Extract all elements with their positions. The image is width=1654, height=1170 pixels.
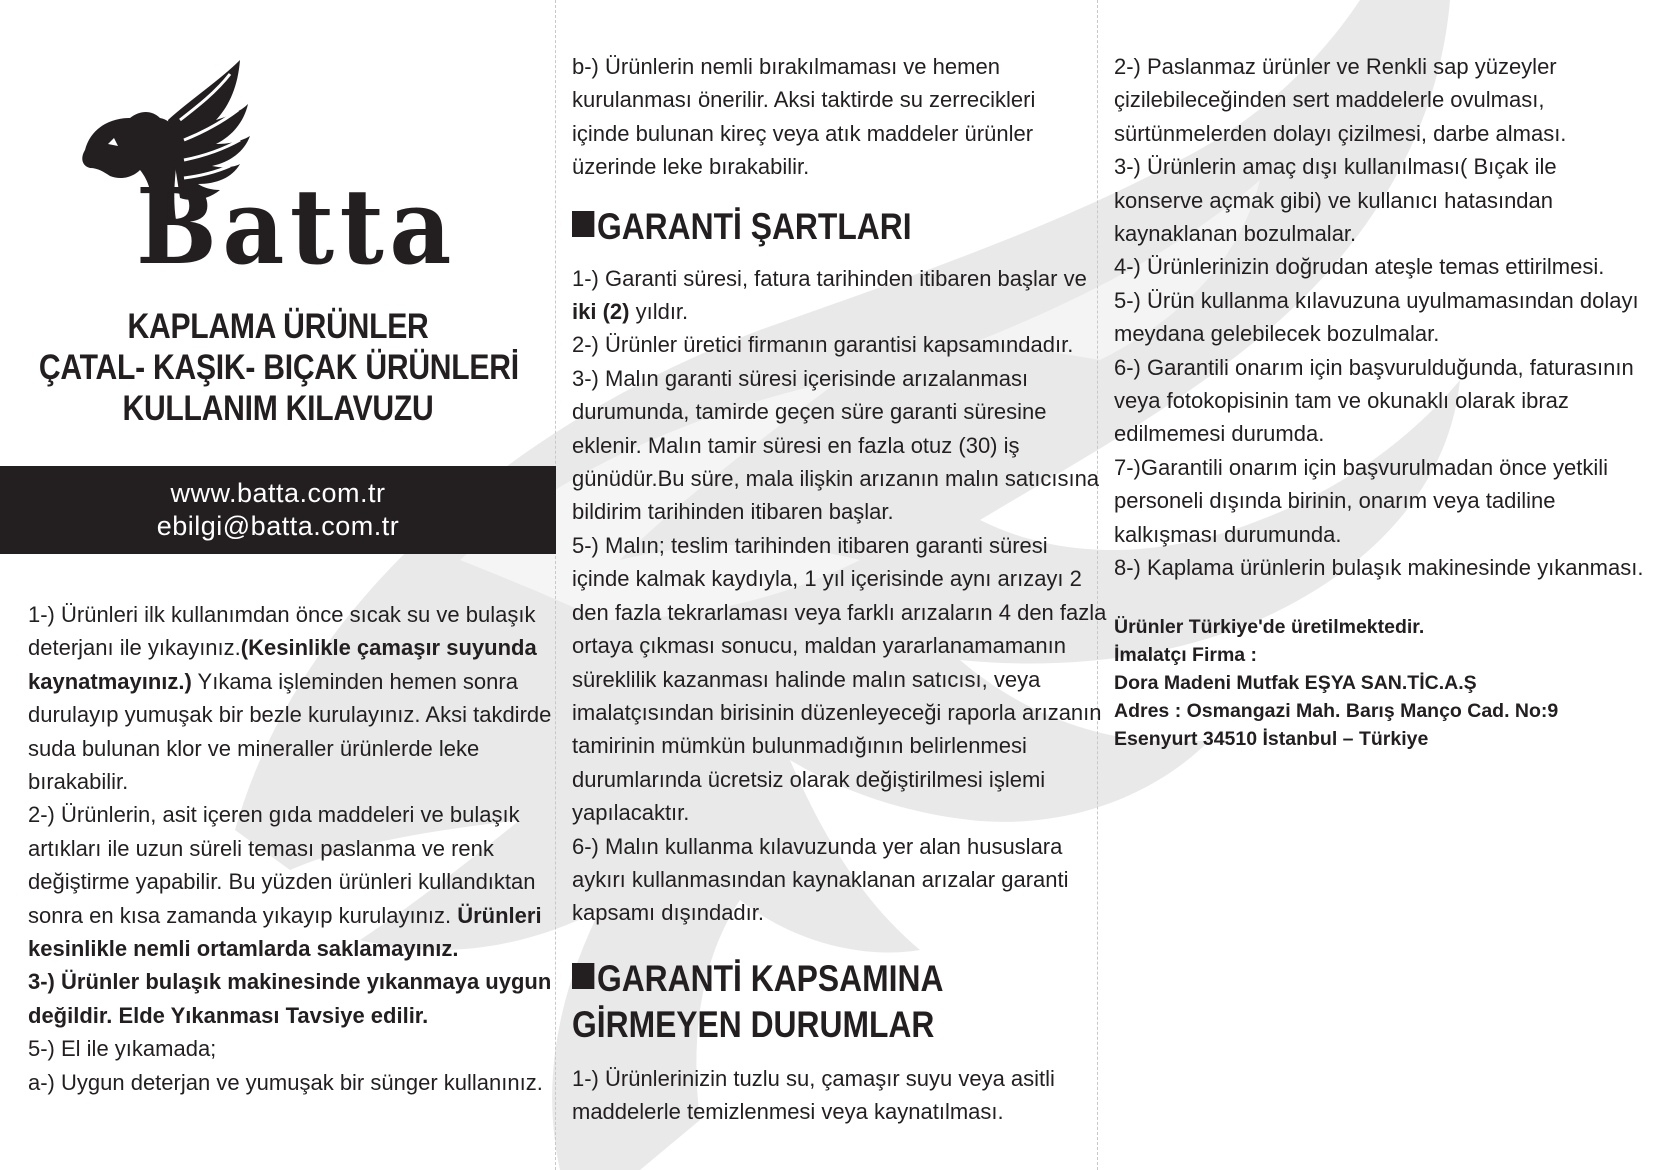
usage-bold: kesinlikle nemli ortamlarda saklamayınız.: [28, 936, 459, 962]
warranty-line: bildirim tarihinden itibaren başlar.: [572, 499, 894, 525]
exclusion-line: 4-) Ürünlerinizin doğrudan ateşle temas ettirilmesi.: [1114, 254, 1605, 280]
usage-text: sonra en kısa zamanda yıkayıp kurulayınız.: [28, 902, 458, 928]
email-link[interactable]: ebilgi@batta.com.tr: [156, 511, 400, 541]
warranty-heading: [572, 204, 1032, 250]
usage-line: 5-) El ile yıkamada;: [28, 1036, 217, 1062]
warranty-line: süreklilik kazanması halinde malın satıcısı, veya: [572, 666, 1041, 692]
exclusion-line: 3-) Ürünlerin amaç dışı kullanılması( Bıçak ile: [1114, 154, 1557, 180]
warranty-lines: [572, 328, 1106, 929]
warranty-line: günüdür.Bu süre, mala ilişkin arızanın malın satıcısına: [572, 466, 1100, 492]
warranty-line: imalatçısından birisinin düzenleyeceği raporla arızanın: [572, 699, 1102, 725]
square-bullet-icon: [572, 963, 594, 989]
warranty-line: 2-) Ürünler üretici firmanın garantisi kapsamındadır.: [572, 332, 1074, 358]
exclusion-line: çizilebileceğinden sert maddelerle ovulması,: [1114, 87, 1545, 113]
warranty-line: [572, 295, 1106, 328]
square-bullet-icon: [572, 211, 594, 237]
warranty-line: durumunda, tamirde geçen süre garanti süresine: [572, 399, 1047, 425]
title-line-3: KULLANIM KILAVUZU: [122, 389, 434, 428]
warranty-line: 5-) Malın; teslim tarihinden itibaren garanti süresi: [572, 532, 1048, 558]
warranty-terms: [572, 262, 1106, 930]
exclusion-line: 6-) Garantili onarım için başvurulduğunda, faturasının: [1114, 354, 1634, 380]
manufacturer-label: İmalatçı Firma :: [1114, 643, 1258, 666]
warranty-line: aykırı kullanmasından kaynaklanan arızalar garanti: [572, 866, 1069, 892]
usage-line: bırakabilir.: [28, 769, 129, 795]
exclusions-heading-line-1: GARANTİ KAPSAMINA: [596, 957, 944, 999]
exclusions-heading: [572, 956, 1032, 1048]
usage-continued: [572, 50, 1106, 184]
exclusion-line: edilmemesi durumda.: [1114, 421, 1325, 447]
usage-line: [28, 899, 551, 932]
exclusion-line: veya fotokopisinin tam ve okunaklı olarak ibraz: [1114, 388, 1569, 414]
exclusion-line: 2-) Paslanmaz ürünler ve Renkli sap yüzeyler: [1114, 54, 1557, 79]
fold-line-left: [555, 0, 556, 1170]
warranty-bold: iki (2): [572, 299, 630, 325]
right-column: [1114, 50, 1643, 753]
manufacturer-address-2: Esenyurt 34510 İstanbul – Türkiye: [1114, 727, 1429, 750]
manufacturer-company: Dora Madeni Mutfak EŞYA SAN.TİC.A.Ş: [1114, 671, 1477, 694]
exclusion-line: kaynaklanan bozulmalar.: [1114, 221, 1357, 247]
warranty-line: ortaya çıkması sonucu, maldan yararlanamamanın: [572, 633, 1067, 659]
warranty-line: durumlarında ücretsiz olarak değiştirilmesi işlemi: [572, 766, 1046, 792]
exclusions-heading-line-2: GİRMEYEN DURUMLAR: [572, 1003, 935, 1045]
website-link[interactable]: www.batta.com.tr: [170, 478, 386, 508]
usage-line: 1-) Ürünleri ilk kullanımdan önce sıcak su ve bulaşık: [28, 602, 536, 627]
contact-bar: [0, 466, 556, 554]
brand-wordmark: Batta: [136, 165, 457, 288]
exclusion-line: 8-) Kaplama ürünlerin bulaşık makinesinde yıkanması.: [1114, 555, 1644, 581]
usage-line: [28, 965, 551, 998]
usage-bold: 3-) Ürünler bulaşık makinesinde yıkanmaya uygun: [28, 969, 552, 995]
exclusion-line: 7-)Garantili onarım için başvurulmadan önce yetkili: [1114, 454, 1608, 480]
usage-cont-line: b-) Ürünlerin nemli bırakılmaması ve hemen: [572, 54, 1000, 79]
exclusion-line: personeli dışında birinin, onarım veya tadiline: [1114, 488, 1556, 514]
usage-line: [28, 665, 551, 698]
document-title: [39, 306, 517, 429]
made-in-text: Ürünler Türkiye'de üretilmektedir.: [1114, 615, 1425, 638]
warranty-line: 6-) Malın kullanma kılavuzunda yer alan hususlara: [572, 833, 1063, 859]
manufacturer-address-1: Adres : Osmangazi Mah. Barış Manço Cad. No:9: [1114, 699, 1559, 722]
warranty-line: yapılacaktır.: [572, 800, 690, 826]
warranty-line: içinde kalmak kaydıyla, 1 yıl içerisinde aynı arızayı 2: [572, 566, 1082, 592]
exclusions-list: [572, 1062, 1106, 1129]
warranty-text: yıldır.: [629, 299, 689, 325]
usage-line: 2-) Ürünlerin, asit içeren gıda maddeleri ve bulaşık: [28, 802, 520, 828]
usage-line: durulayıp yumuşak bir bezle kurulayınız. Aksi takdirde: [28, 702, 552, 728]
manufacturer-info: [1114, 613, 1643, 753]
usage-cont-line: kurulanması önerilir. Aksi taktirde su zerrecikleri: [572, 87, 1036, 113]
middle-column: [572, 50, 1106, 1129]
exclusion-line: 1-) Ürünlerinizin tuzlu su, çamaşır suyu veya asitli: [572, 1065, 1055, 1091]
usage-text: Yıkama işleminden hemen sonra: [191, 668, 518, 694]
usage-line: [28, 631, 551, 664]
title-line-1: KAPLAMA ÜRÜNLER: [127, 307, 429, 346]
usage-instructions: [28, 598, 551, 1099]
warranty-line: den fazla tekrarlaması veya farklı arızaların 4 den fazla: [572, 599, 1107, 625]
usage-line: artıkları ile uzun süreli teması paslanma ve renk: [28, 835, 494, 861]
usage-line: a-) Uygun deterjan ve yumuşak bir sünger kullanınız.: [28, 1069, 543, 1095]
exclusion-line: kalkışması durumunda.: [1114, 521, 1342, 547]
warranty-line: 1-) Garanti süresi, fatura tarihinden itibaren başlar ve: [572, 265, 1087, 291]
usage-cont-line: içinde bulunan kireç veya atık maddeler ürünler: [572, 120, 1034, 146]
usage-bold: değildir. Elde Yıkanması Tavsiye edilir.: [28, 1002, 429, 1028]
usage-bold: Ürünleri: [457, 902, 542, 928]
usage-line: değiştirme yapabilir. Bu yüzden ürünleri kullandıktan: [28, 869, 536, 895]
warranty-line: eklenir. Malın tamir süresi en fazla otuz (30) iş: [572, 432, 1020, 458]
usage-cont-line: üzerinde leke bırakabilir.: [572, 154, 810, 180]
usage-text: deterjanı ile yıkayınız.: [28, 635, 241, 661]
usage-bold: kaynatmayınız.): [28, 668, 192, 694]
title-line-2: ÇATAL- KAŞIK- BIÇAK ÜRÜNLERİ: [38, 348, 519, 387]
warranty-line: 3-) Malın garanti süresi içerisinde arızalanması: [572, 365, 1029, 391]
exclusion-line: sürtünmelerden dolayı çizilmesi, darbe alması.: [1114, 120, 1567, 146]
warranty-line: kapsamı dışındadır.: [572, 900, 764, 926]
usage-line: [28, 999, 551, 1032]
usage-bold: (Kesinlikle çamaşır suyunda: [240, 635, 537, 661]
exclusion-line: 5-) Ürün kullanma kılavuzuna uyulmamasından dolayı: [1114, 287, 1639, 313]
exclusions-continued: [1114, 50, 1643, 585]
exclusion-line: maddelerle temizlenmesi veya kaynatılması.: [572, 1099, 1004, 1125]
warranty-line: tamirinin mümkün bulunmadığının belirlenmesi: [572, 733, 1027, 759]
warranty-heading-text: GARANTİ ŞARTLARI: [596, 205, 912, 247]
exclusion-line: konserve açmak gibi) ve kullanıcı hatasından: [1114, 187, 1554, 213]
usage-line: [28, 932, 551, 965]
usage-line: suda bulunan klor ve mineraller ürünlerde leke: [28, 735, 480, 761]
exclusion-line: meydana gelebilecek bozulmalar.: [1114, 321, 1440, 347]
